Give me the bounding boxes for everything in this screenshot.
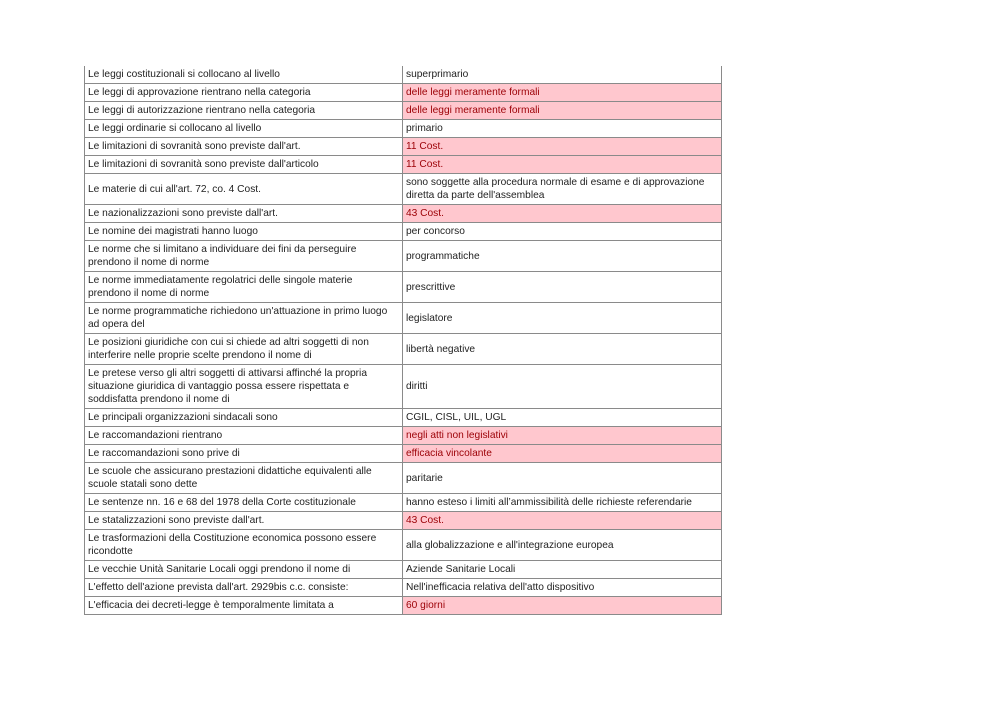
question-answer-table — [84, 66, 722, 615]
question-cell: Le pretese verso gli altri soggetti di attivarsi affinché la propria situazione giuridica di vantaggio possa essere rispettata e soddisfatta prendono il nome di — [85, 365, 403, 409]
question-cell: L'efficacia dei decreti-legge è temporalmente limitata a — [85, 597, 403, 615]
question-cell: Le materie di cui all'art. 72, co. 4 Cost. — [85, 174, 403, 205]
table-row — [85, 223, 722, 241]
answer-cell: diritti — [403, 365, 722, 409]
table-row — [85, 365, 722, 409]
question-cell: Le leggi di approvazione rientrano nella categoria — [85, 84, 403, 102]
question-cell: Le nomine dei magistrati hanno luogo — [85, 223, 403, 241]
question-cell: Le statalizzazioni sono previste dall'art. — [85, 512, 403, 530]
question-cell: Le scuole che assicurano prestazioni didattiche equivalenti alle scuole statali sono dette — [85, 463, 403, 494]
answer-cell: per concorso — [403, 223, 722, 241]
table-row — [85, 138, 722, 156]
question-cell: Le vecchie Unità Sanitarie Locali oggi prendono il nome di — [85, 561, 403, 579]
answer-cell-highlighted: delle leggi meramente formali — [403, 84, 722, 102]
question-cell: Le raccomandazioni sono prive di — [85, 445, 403, 463]
table-row — [85, 561, 722, 579]
table-row — [85, 66, 722, 84]
table-row — [85, 530, 722, 561]
table-row — [85, 334, 722, 365]
table-body — [85, 66, 722, 615]
question-cell: Le norme programmatiche richiedono un'attuazione in primo luogo ad opera del — [85, 303, 403, 334]
answer-cell: superprimario — [403, 66, 722, 84]
question-cell: Le raccomandazioni rientrano — [85, 427, 403, 445]
question-cell: Le leggi di autorizzazione rientrano nella categoria — [85, 102, 403, 120]
question-cell: Le posizioni giuridiche con cui si chiede ad altri soggetti di non interferire nelle proprie scelte prendono il nome di — [85, 334, 403, 365]
question-cell: Le principali organizzazioni sindacali sono — [85, 409, 403, 427]
answer-cell-highlighted: 43 Cost. — [403, 205, 722, 223]
table-row — [85, 445, 722, 463]
answer-cell: sono soggette alla procedura normale di esame e di approvazione diretta da parte dell'assemblea — [403, 174, 722, 205]
table-row — [85, 409, 722, 427]
table-row — [85, 579, 722, 597]
table-row — [85, 303, 722, 334]
question-cell: Le norme che si limitano a individuare dei fini da perseguire prendono il nome di norme — [85, 241, 403, 272]
table-row — [85, 174, 722, 205]
question-cell: Le leggi costituzionali si collocano al livello — [85, 66, 403, 84]
answer-cell: paritarie — [403, 463, 722, 494]
table-row — [85, 241, 722, 272]
answer-cell: legislatore — [403, 303, 722, 334]
question-cell: Le norme immediatamente regolatrici delle singole materie prendono il nome di norme — [85, 272, 403, 303]
table-row — [85, 494, 722, 512]
answer-cell: programmatiche — [403, 241, 722, 272]
answer-cell: Aziende Sanitarie Locali — [403, 561, 722, 579]
question-cell: Le trasformazioni della Costituzione economica possono essere ricondotte — [85, 530, 403, 561]
answer-cell-highlighted: efficacia vincolante — [403, 445, 722, 463]
table-row — [85, 205, 722, 223]
table-row — [85, 463, 722, 494]
table-row — [85, 597, 722, 615]
answer-cell-highlighted: 60 giorni — [403, 597, 722, 615]
answer-cell-highlighted: 11 Cost. — [403, 156, 722, 174]
answer-cell-highlighted: 43 Cost. — [403, 512, 722, 530]
table-row — [85, 512, 722, 530]
answer-cell: prescrittive — [403, 272, 722, 303]
answer-cell: primario — [403, 120, 722, 138]
question-cell: L'effetto dell'azione prevista dall'art. 2929bis c.c. consiste: — [85, 579, 403, 597]
answer-cell-highlighted: delle leggi meramente formali — [403, 102, 722, 120]
table-row — [85, 272, 722, 303]
table-row — [85, 102, 722, 120]
answer-cell: hanno esteso i limiti all’ammissibilità delle richieste referendarie — [403, 494, 722, 512]
answer-cell: alla globalizzazione e all'integrazione europea — [403, 530, 722, 561]
table-row — [85, 120, 722, 138]
answer-cell: Nell'inefficacia relativa dell'atto dispositivo — [403, 579, 722, 597]
table-row — [85, 427, 722, 445]
question-cell: Le limitazioni di sovranità sono previste dall'art. — [85, 138, 403, 156]
answer-cell-highlighted: negli atti non legislativi — [403, 427, 722, 445]
table-row — [85, 156, 722, 174]
question-cell: Le limitazioni di sovranità sono previste dall'articolo — [85, 156, 403, 174]
question-cell: Le nazionalizzazioni sono previste dall'art. — [85, 205, 403, 223]
table-row — [85, 84, 722, 102]
answer-cell: CGIL, CISL, UIL, UGL — [403, 409, 722, 427]
question-cell: Le leggi ordinarie si collocano al livello — [85, 120, 403, 138]
answer-cell: libertà negative — [403, 334, 722, 365]
answer-cell-highlighted: 11 Cost. — [403, 138, 722, 156]
question-cell: Le sentenze nn. 16 e 68 del 1978 della Corte costituzionale — [85, 494, 403, 512]
